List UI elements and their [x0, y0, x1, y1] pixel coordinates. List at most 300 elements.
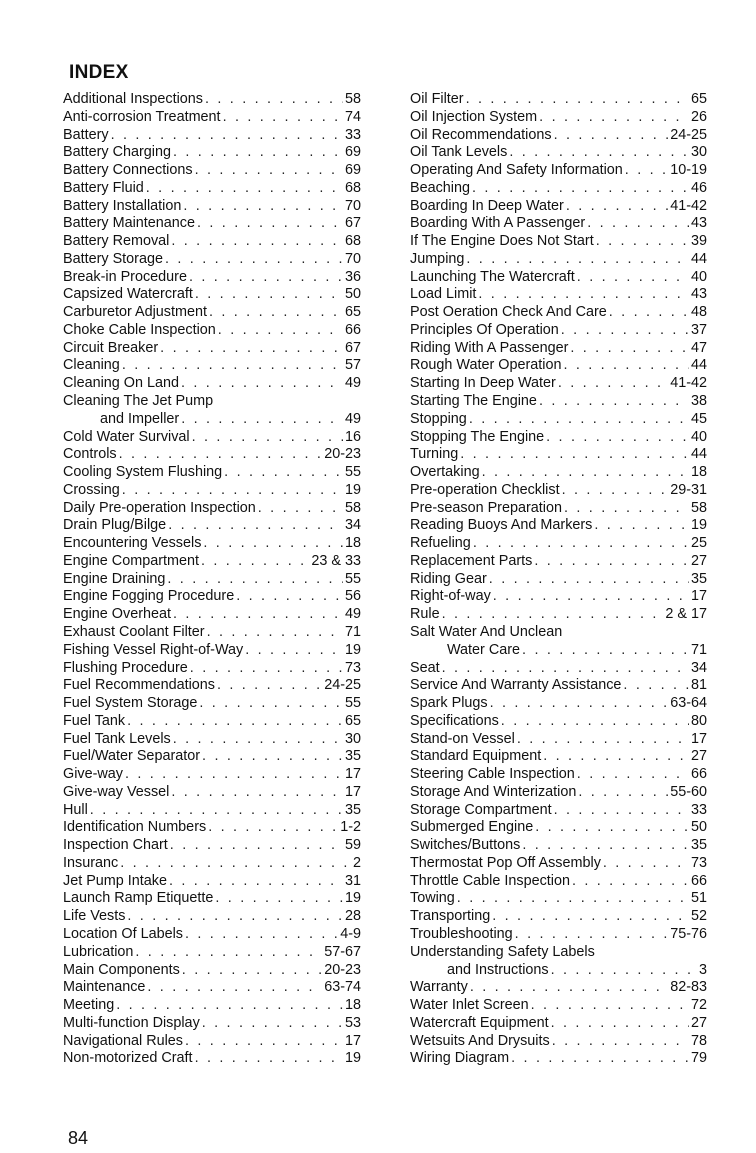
dot-leader: [199, 695, 343, 713]
index-entry-label: Engine Draining: [63, 570, 166, 587]
index-entry-label: Life Vests: [63, 908, 126, 925]
index-entry: [63, 464, 361, 482]
dot-leader: [215, 890, 343, 908]
index-entry-label: Storage And Winterization: [410, 783, 577, 800]
index-entry: [410, 269, 707, 287]
index-entry-label: Jumping: [410, 250, 465, 267]
index-entry-label: Seat: [410, 659, 440, 676]
index-entry: [63, 127, 361, 145]
index-entry-label: Warranty: [410, 979, 468, 996]
dot-leader: [90, 802, 343, 820]
dot-leader: [185, 926, 338, 944]
index-entry-label: Navigational Rules: [63, 1032, 183, 1049]
index-entry-label: Stopping: [410, 410, 467, 427]
dot-leader: [543, 748, 689, 766]
index-entry-page: 55: [344, 570, 361, 587]
dot-leader: [181, 411, 343, 429]
dot-leader: [563, 357, 689, 375]
index-entry: [63, 1050, 361, 1068]
index-entry-page: 73: [344, 659, 361, 676]
dot-leader: [205, 91, 343, 109]
index-entry: [410, 304, 707, 322]
dot-leader: [469, 411, 689, 429]
index-entry-page: 51: [690, 890, 707, 907]
index-entry-page: 69: [344, 144, 361, 161]
index-entry-page: 63-64: [670, 695, 707, 712]
index-entry: [63, 1015, 361, 1033]
index-entry: [410, 127, 707, 145]
index-entry-label: Water Inlet Screen: [410, 997, 529, 1014]
index-entry-label: Capsized Watercraft: [63, 286, 193, 303]
index-entry-label: Launching The Watercraft: [410, 268, 575, 285]
index-entry-label: Crossing: [63, 481, 120, 498]
index-entry: [63, 517, 361, 535]
index-entry-page: 66: [344, 321, 361, 338]
index-entry-label: Break-in Procedure: [63, 268, 187, 285]
dot-leader: [183, 198, 343, 216]
index-entry-page: 41-42: [670, 375, 707, 392]
index-entry: [410, 251, 707, 269]
dot-leader: [236, 588, 343, 606]
dot-leader: [122, 482, 343, 500]
index-entry-page: 27: [690, 1014, 707, 1031]
index-entry-label: Post Oeration Check And Care: [410, 304, 607, 321]
index-entry: [410, 979, 707, 997]
index-entry-label: Encountering Vessels: [63, 535, 202, 552]
index-entry-label: Battery Maintenance: [63, 215, 195, 232]
index-entry: [63, 180, 361, 198]
dot-leader: [493, 588, 689, 606]
index-entry: [63, 873, 361, 891]
index-entry-page: 10-19: [670, 162, 707, 179]
index-entry: [410, 144, 707, 162]
index-entry: [410, 997, 707, 1015]
dot-leader: [170, 837, 343, 855]
index-entry: [63, 1033, 361, 1051]
index-entry: [410, 393, 707, 411]
index-entry-label: Battery Connections: [63, 162, 193, 179]
dot-leader: [473, 535, 689, 553]
index-entry-label: Identification Numbers: [63, 819, 207, 836]
index-entry: [410, 535, 707, 553]
index-entry: [410, 411, 707, 429]
index-entry-label: Beaching: [410, 179, 471, 196]
dot-leader: [551, 1015, 689, 1033]
index-entry-page: 44: [690, 357, 707, 374]
dot-leader: [551, 962, 697, 980]
dot-leader: [167, 571, 343, 589]
index-entry-label: Jet Pump Intake: [63, 872, 167, 889]
dot-leader: [442, 660, 689, 678]
index-entry-page: 75-76: [670, 925, 707, 942]
index-entry-label: Multi-function Display: [63, 1014, 200, 1031]
index-entry: [410, 429, 707, 447]
dot-leader: [218, 322, 343, 340]
dot-leader: [147, 979, 322, 997]
index-entry-label: Transporting: [410, 908, 491, 925]
dot-leader: [122, 357, 343, 375]
index-entry-page: 44: [690, 446, 707, 463]
index-entry-label: Operating And Safety Information: [410, 162, 623, 179]
index-entry-label: Standard Equipment: [410, 748, 542, 765]
index-entry-label: Principles Of Operation: [410, 321, 559, 338]
index-entry-page: 24-25: [670, 126, 707, 143]
index-entry-page: 27: [690, 552, 707, 569]
dot-leader: [127, 908, 343, 926]
index-entry-page: 78: [690, 1032, 707, 1049]
index-entry: [410, 766, 707, 784]
index-entry: [410, 517, 707, 535]
index-entry: [63, 198, 361, 216]
index-entry: [63, 944, 361, 962]
dot-leader: [207, 624, 343, 642]
dot-leader: [190, 660, 343, 678]
dot-leader: [258, 500, 343, 518]
index-entry-label: Give-way Vessel: [63, 783, 170, 800]
index-entry-label: and Impeller: [100, 410, 180, 427]
index-entry-page: 35: [690, 837, 707, 854]
index-entry: [63, 322, 361, 340]
index-entry-label: Cleaning The Jet Pump: [63, 393, 214, 410]
index-column-right: [410, 91, 707, 1068]
index-entry: [410, 162, 707, 180]
index-entry: [410, 660, 707, 678]
index-entry-page: 17: [344, 766, 361, 783]
index-entry-label: Reading Buoys And Markers: [410, 517, 593, 534]
dot-leader: [577, 269, 689, 287]
index-entry: [63, 535, 361, 553]
index-entry-label: Carburetor Adjustment: [63, 304, 207, 321]
index-entry-page: 39: [690, 233, 707, 250]
index-entry-page: 63-74: [324, 979, 361, 996]
index-entry: [410, 198, 707, 216]
index-entry-label: Salt Water And Unclean: [410, 623, 563, 640]
index-entry-label: Pre-operation Checklist: [410, 481, 560, 498]
index-entry-label: Additional Inspections: [63, 91, 203, 107]
index-entry-label: Boarding With A Passenger: [410, 215, 586, 232]
index-entry-label: and Instructions: [447, 961, 549, 978]
index-entry: [410, 340, 707, 358]
index-entry: [63, 908, 361, 926]
index-entry: [63, 144, 361, 162]
index-entry-page: 58: [690, 499, 707, 516]
index-entry: [410, 286, 707, 304]
index-entry-page: 48: [690, 304, 707, 321]
dot-leader: [587, 215, 689, 233]
index-entry-page: 3: [698, 961, 707, 978]
dot-leader: [111, 127, 343, 145]
index-entry: [410, 855, 707, 873]
dot-leader: [509, 144, 689, 162]
index-entry-label: Troubleshooting: [410, 925, 513, 942]
index-entry: [410, 109, 707, 127]
dot-leader: [531, 997, 689, 1015]
index-entry-page: 79: [690, 1050, 707, 1067]
dot-leader: [202, 1015, 343, 1033]
page-title: INDEX: [69, 62, 129, 83]
index-entry-page: 66: [690, 766, 707, 783]
index-entry-label: Oil Tank Levels: [410, 144, 508, 161]
index-entry: [410, 677, 707, 695]
index-entry-page: 36: [344, 268, 361, 285]
index-entry: [63, 375, 361, 393]
index-entry-label: Inspection Chart: [63, 837, 168, 854]
index-entry-label: Pre-season Preparation: [410, 499, 562, 516]
index-entry-label: Spark Plugs: [410, 695, 488, 712]
index-entry-page: 19: [344, 481, 361, 498]
dot-leader: [570, 340, 689, 358]
index-entry-label: Battery Charging: [63, 144, 171, 161]
index-entry-label: Stopping The Engine: [410, 428, 545, 445]
dot-leader: [171, 233, 343, 251]
index-entry-page: 23 & 33: [311, 552, 361, 569]
dot-leader: [558, 375, 668, 393]
index-entry: [410, 944, 707, 962]
index-entry-label: Throttle Cable Inspection: [410, 872, 570, 889]
index-entry-page: 50: [344, 286, 361, 303]
index-entry-label: Hull: [63, 801, 88, 818]
dot-leader: [534, 553, 689, 571]
index-entry: [63, 251, 361, 269]
index-entry: [63, 500, 361, 518]
index-entry-page: 57-67: [324, 943, 361, 960]
index-entry-page: 26: [690, 108, 707, 125]
dot-leader: [442, 606, 664, 624]
index-entry-label: Boarding In Deep Water: [410, 197, 564, 214]
dot-leader: [209, 304, 343, 322]
index-entry-page: 58: [344, 91, 361, 107]
dot-leader: [171, 784, 343, 802]
index-entry-label: Anti-corrosion Treatment: [63, 108, 221, 125]
index-entry: [63, 482, 361, 500]
index-entry: [410, 1033, 707, 1051]
index-entry-page: 70: [344, 197, 361, 214]
index-entry-label: Starting In Deep Water: [410, 375, 556, 392]
index-entry: [410, 233, 707, 251]
index-entry-label: Thermostat Pop Off Assembly: [410, 854, 601, 871]
dot-leader: [501, 713, 689, 731]
index-entry-page: 69: [344, 162, 361, 179]
index-entry: [63, 926, 361, 944]
index-entry-label: Engine Fogging Procedure: [63, 588, 235, 605]
index-entry-label: Fuel Tank: [63, 712, 126, 729]
dot-leader: [168, 517, 343, 535]
index-entry-page: 55: [344, 695, 361, 712]
dot-leader: [203, 535, 343, 553]
dot-leader: [522, 837, 689, 855]
index-entry: [63, 962, 361, 980]
index-entry-label: Battery: [63, 126, 109, 143]
dot-leader: [195, 1050, 343, 1068]
dot-leader: [181, 375, 343, 393]
index-entry-page: 33: [344, 126, 361, 143]
index-entry: [63, 624, 361, 642]
index-entry-page: 4-9: [340, 925, 361, 942]
index-entry-page: 18: [690, 464, 707, 481]
index-entry-page: 47: [690, 339, 707, 356]
index-entry: [410, 926, 707, 944]
index-entry-label: Lubrication: [63, 943, 134, 960]
index-entry-label: Circuit Breaker: [63, 339, 159, 356]
index-entry-page: 30: [344, 730, 361, 747]
index-entry-label: Rough Water Operation: [410, 357, 562, 374]
index-entry: [410, 500, 707, 518]
index-entry: [63, 890, 361, 908]
index-entry: [410, 873, 707, 891]
index-entry-page: 43: [690, 286, 707, 303]
index-entry-page: 33: [690, 801, 707, 818]
dot-leader: [517, 731, 689, 749]
index-entry: [63, 304, 361, 322]
index-entry: [63, 784, 361, 802]
index-entry: [410, 215, 707, 233]
index-entry-page: 49: [344, 606, 361, 623]
index-entry: [410, 1015, 707, 1033]
index-entry: [410, 642, 707, 660]
index-entry-label: Engine Overheat: [63, 606, 172, 623]
index-entry-label: Fishing Vessel Right-of-Way: [63, 641, 244, 658]
index-entry-label: Exhaust Coolant Filter: [63, 623, 205, 640]
dot-leader: [195, 162, 343, 180]
index-entry-label: Watercraft Equipment: [410, 1014, 549, 1031]
index-entry-page: 31: [344, 872, 361, 889]
index-entry: [63, 855, 361, 873]
index-entry-page: 73: [690, 854, 707, 871]
index-entry-page: 80: [690, 712, 707, 729]
index-entry: [63, 748, 361, 766]
dot-leader: [135, 944, 322, 962]
dot-leader: [562, 482, 669, 500]
index-entry-page: 2: [352, 854, 361, 871]
index-entry-page: 38: [690, 393, 707, 410]
index-entry: [410, 464, 707, 482]
index-entry-page: 56: [344, 588, 361, 605]
index-entry: [63, 642, 361, 660]
index-entry-label: Oil Injection System: [410, 108, 538, 125]
index-entry-label: Fuel/Water Separator: [63, 748, 201, 765]
index-entry-page: 34: [344, 517, 361, 534]
index-entry-page: 81: [690, 677, 707, 694]
index-entry-label: Fuel Recommendations: [63, 677, 215, 694]
dot-leader: [125, 766, 343, 784]
index-entry-label: Refueling: [410, 535, 471, 552]
dot-leader: [182, 962, 322, 980]
dot-leader: [466, 251, 689, 269]
index-entry: [63, 446, 361, 464]
dot-leader: [173, 731, 343, 749]
index-entry: [63, 979, 361, 997]
index-entry-label: Battery Storage: [63, 250, 163, 267]
dot-leader: [127, 713, 343, 731]
index-entry-page: 19: [690, 517, 707, 534]
index-entry-page: 20-23: [324, 446, 361, 463]
index-entry-label: Steering Cable Inspection: [410, 766, 575, 783]
dot-leader: [173, 144, 343, 162]
dot-leader: [522, 642, 689, 660]
index-entry: [63, 677, 361, 695]
index-entry-page: 29-31: [670, 481, 707, 498]
index-entry: [410, 731, 707, 749]
index-entry-page: 35: [344, 801, 361, 818]
index-entry: [410, 890, 707, 908]
dot-leader: [625, 162, 668, 180]
index-entry-label: Main Components: [63, 961, 180, 978]
index-entry: [410, 553, 707, 571]
index-entry: [63, 340, 361, 358]
index-entry-page: 19: [344, 890, 361, 907]
dot-leader: [490, 695, 669, 713]
index-entry: [410, 1050, 707, 1068]
index-entry-page: 71: [344, 623, 361, 640]
index-entry-page: 74: [344, 108, 361, 125]
dot-leader: [189, 269, 343, 287]
index-entry: [63, 606, 361, 624]
index-entry-label: Submerged Engine: [410, 819, 534, 836]
index-entry-label: Flushing Procedure: [63, 659, 188, 676]
index-entry-page: 67: [344, 215, 361, 232]
index-entry-label: Controls: [63, 446, 117, 463]
dot-leader: [609, 304, 689, 322]
index-entry: [410, 713, 707, 731]
index-entry: [63, 766, 361, 784]
index-entry-label: Stand-on Vessel: [410, 730, 515, 747]
index-entry: [410, 962, 707, 980]
index-entry-label: Rule: [410, 606, 440, 623]
dot-leader: [457, 890, 689, 908]
index-entry-page: 68: [344, 179, 361, 196]
index-entry: [410, 375, 707, 393]
index-entry: [410, 908, 707, 926]
dot-leader: [470, 979, 668, 997]
dot-leader: [572, 873, 689, 891]
index-entry-label: Right-of-way: [410, 588, 491, 605]
index-entry-page: 18: [344, 535, 361, 552]
dot-leader: [208, 819, 338, 837]
index-entry-page: 34: [690, 659, 707, 676]
index-entry: [63, 91, 361, 109]
index-entry: [410, 695, 707, 713]
index-entry-label: Maintenance: [63, 979, 146, 996]
index-entry-page: 68: [344, 233, 361, 250]
index-entry-page: 35: [690, 570, 707, 587]
index-entry-page: 17: [344, 783, 361, 800]
index-entry-label: Location Of Labels: [63, 925, 184, 942]
dot-leader: [202, 748, 343, 766]
index-entry: [63, 357, 361, 375]
dot-leader: [466, 91, 689, 109]
index-entry-page: 46: [690, 179, 707, 196]
index-entry-page: 66: [690, 872, 707, 889]
index-entry: [410, 837, 707, 855]
index-entry-page: 40: [690, 268, 707, 285]
index-entry-page: 59: [344, 837, 361, 854]
index-entry-label: Overtaking: [410, 464, 480, 481]
index-entry-page: 52: [690, 908, 707, 925]
index-entry-label: Wetsuits And Drysuits: [410, 1032, 550, 1049]
index-entry-label: Understanding Safety Labels: [410, 943, 595, 960]
index-entry-label: Give-way: [63, 766, 123, 783]
index-entry-page: 71: [690, 641, 707, 658]
index-entry: [410, 819, 707, 837]
index-entry-label: Engine Compartment: [63, 552, 199, 569]
index-entry-label: Wiring Diagram: [410, 1050, 510, 1067]
index-entry: [410, 482, 707, 500]
index-entry: [63, 695, 361, 713]
index-entry: [410, 180, 707, 198]
index-entry: [410, 748, 707, 766]
index-entry-label: Meeting: [63, 997, 115, 1014]
index-entry: [63, 286, 361, 304]
